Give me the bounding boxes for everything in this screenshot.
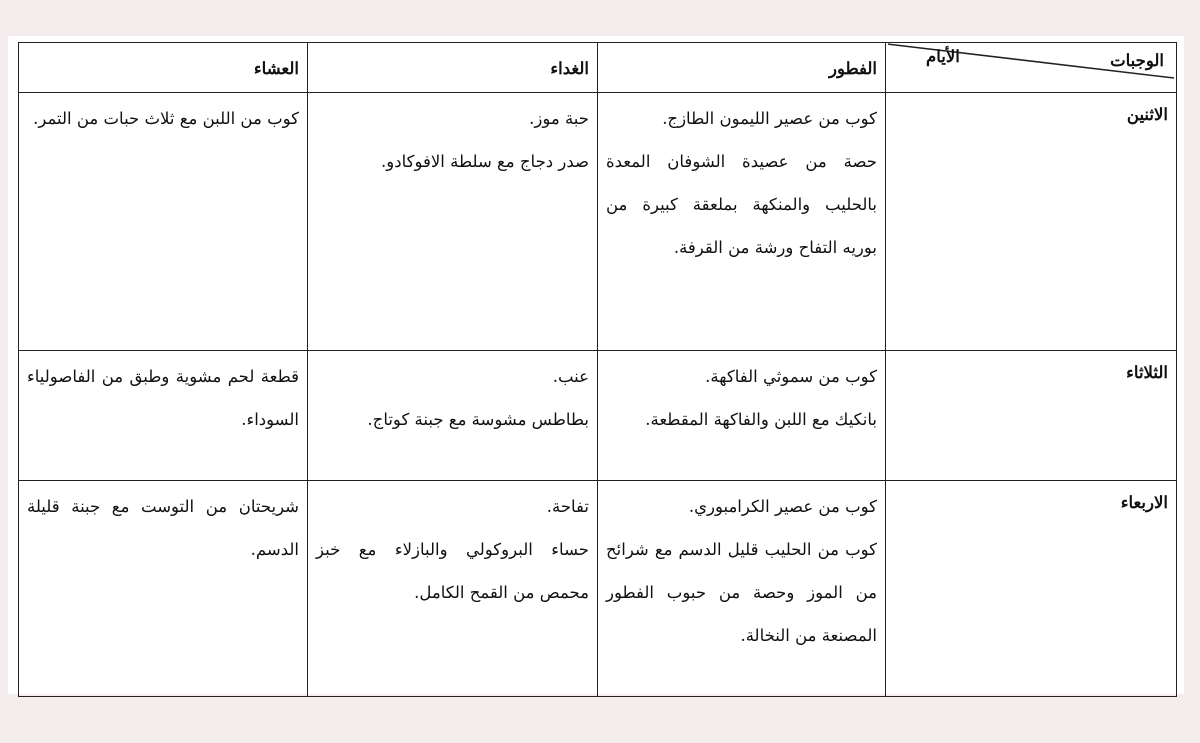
meal-item: بطاطس مشوسة مع جبنة كوتاج. (367, 410, 589, 429)
lunch-cell (308, 93, 598, 351)
day-cell: الاربعاء (886, 481, 1177, 697)
header-meals: الوجبات (1110, 51, 1164, 70)
lunch-cell (308, 481, 598, 697)
header-days: الأيام (926, 47, 960, 66)
table-row (19, 351, 1177, 481)
meal-item: بانكيك مع اللبن والفاكهة المقطعة. (645, 410, 877, 429)
meal-item: حصة من عصيدة الشوفان المعدة بالحليب والمنكهة بملعقة كبيرة من بوريه التفاح ورشة من القرفة. (606, 152, 877, 257)
lunch-cell (308, 351, 598, 481)
meal-plan-table (18, 42, 1177, 697)
header-diagonal-cell (886, 43, 1177, 93)
table-header-row (19, 43, 1177, 93)
meal-item: تفاحة. (546, 497, 589, 516)
meal-item: كوب من عصير الليمون الطازج. (662, 109, 877, 128)
meal-item: كوب من سموثي الفاكهة. (705, 367, 877, 386)
meal-item: كوب من عصير الكرامبوري. (688, 497, 877, 516)
meal-item: صدر دجاج مع سلطة الافوكادو. (381, 152, 589, 171)
breakfast-cell (598, 481, 886, 697)
day-cell: الثلاثاء (886, 351, 1177, 481)
breakfast-cell (598, 351, 886, 481)
meal-item: حبة موز. (529, 109, 589, 128)
dinner-cell (19, 93, 308, 351)
meal-item: شريحتان من التوست مع جبنة قليلة الدسم. (27, 497, 299, 559)
header-lunch: الغداء (308, 43, 598, 93)
meal-item: كوب من اللبن مع ثلاث حبات من التمر. (33, 109, 299, 128)
day-cell: الاثنين (886, 93, 1177, 351)
dinner-cell (19, 481, 308, 697)
meal-item: كوب من الحليب قليل الدسم مع شرائح من الموز وحصة من حبوب الفطور المصنعة من النخالة. (606, 540, 877, 645)
table-row (19, 481, 1177, 697)
meal-item: قطعة لحم مشوية وطبق من الفاصولياء السوداء. (27, 367, 299, 429)
breakfast-cell (598, 93, 886, 351)
meal-item: عنب. (552, 367, 589, 386)
table-row (19, 93, 1177, 351)
dinner-cell (19, 351, 308, 481)
header-dinner: العشاء (19, 43, 308, 93)
meal-item: حساء البروكولي والبازلاء مع خبز محمص من القمح الكامل. (316, 540, 589, 602)
header-breakfast: الفطور (598, 43, 886, 93)
